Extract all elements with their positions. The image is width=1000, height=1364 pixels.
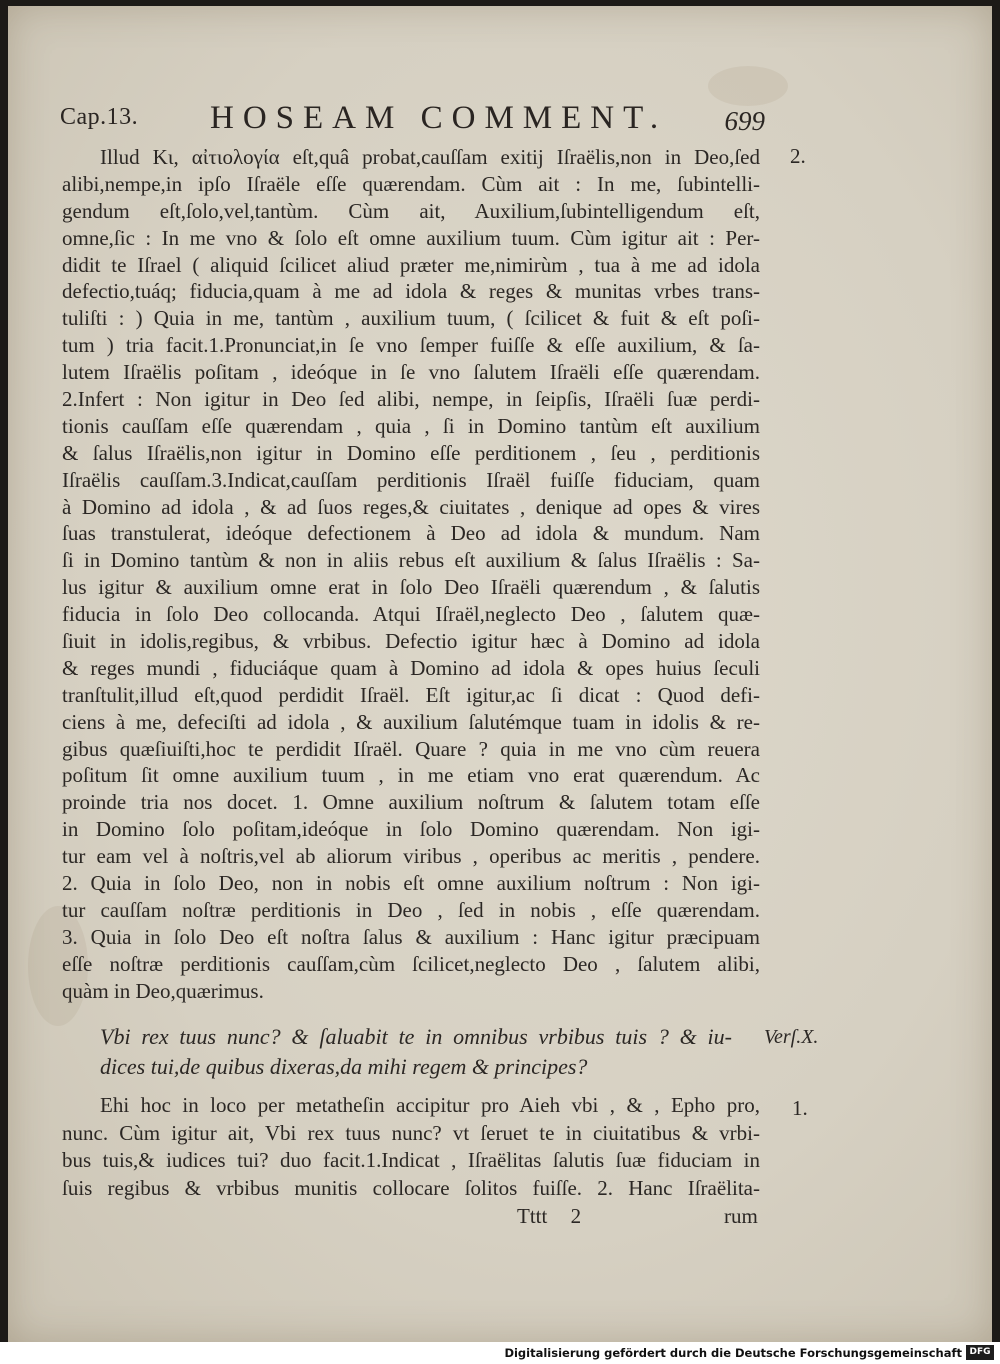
text-line: tuliſti : ) Quia in me, tantùm , auxilium tuum, ( ſcilicet & fuit & eſt poſi- — [62, 306, 760, 331]
text-line: Illud Κι, αἰτιολογία eſt,quâ probat,cauſſam exitij Iſraëlis,non in Deo,ſed — [100, 145, 760, 169]
text-line: gibus quæſiuiſti,hoc te perdidit Iſraël. Quare ? quia in me vno cùm reuera — [62, 736, 760, 761]
text-line: tum ) tria facit.1.Pronunciat,in ſe vno ſemper fuiſſe & eſſe auxilium, & ſa- — [62, 333, 760, 358]
text-line: ſuis regibus & vrbibus munitis collocare ſolitos fuiſſe. 2. Hanc Iſraëlita- — [62, 1175, 760, 1200]
text-line: bus tuis,& iudices tui? duo facit.1.Indicat , Iſraëlitas ſalutis ſuæ fiduciam in — [62, 1148, 760, 1172]
text-line: ſuas transtulerat, ideóque defectionem à Deo ad idola & mundum. Nam — [62, 521, 760, 546]
text-line: tranſtulit,illud eſt,quod perdidit Iſraël. Eſt igitur,ac ſi dicat : Quod defi- — [62, 682, 760, 707]
text-line: omne,ſic : In me vno & ſolo eſt omne auxilium tuum. Cùm igitur ait : Per- — [62, 225, 760, 250]
text-line: 2. Quia in ſolo Deo, non in nobis eſt omne auxilium noſtrum : Non igi- — [62, 871, 760, 896]
text-line: 3. Quia in ſolo Deo eſt noſtra ſalus & auxilium : Hanc igitur præcipuam — [62, 924, 760, 949]
text-line: tionis cauſſam eſſe quærendam , quia , ſi in Domino tantùm eſt auxilium — [62, 413, 760, 438]
page-number: 699 — [724, 106, 765, 136]
commentary-paragraph — [62, 1092, 760, 1202]
text-line: tur eam vel à noſtris,vel ab aliorum viribus , operibus ac meritis , pendere. — [62, 844, 760, 869]
running-header — [60, 100, 765, 140]
text-line: tur cauſſam noſtræ perditionis in Deo , ſed in nobis , eſſe quærendam. — [62, 897, 760, 922]
text-line: ſiuit in idolis,regibus, & vrbibus. Defectio igitur hæc à Domino ad idola — [62, 629, 760, 654]
chapter-label: Cap.13. — [60, 104, 139, 130]
text-line: didit te Iſrael ( aliquid ſcilicet aliud præter me,nimirùm , tua à me ad idola — [62, 252, 760, 277]
running-title: HOSEAM COMMENT. — [210, 100, 668, 136]
dfg-logo: DFG — [966, 1345, 994, 1360]
text-line: à Domino ad idola , & ad ſuos reges,& ciuitates , denique ad opes & vires — [62, 494, 760, 519]
verse-marker: Verſ.X. — [764, 1026, 819, 1048]
text-line: proinde tria nos docet. 1. Omne auxilium noſtrum & ſalutem totam eſſe — [62, 790, 760, 815]
text-line: 2.Infert : Non igitur in Deo ſed alibi, nempe, in ſeipſis, Iſraëli ſuæ perdi- — [62, 387, 760, 412]
commentary-paragraph — [62, 144, 760, 1005]
catchword: rum — [724, 1204, 758, 1228]
margin-note: 2. — [790, 144, 806, 168]
margin-note: 1. — [792, 1096, 808, 1120]
text-line: defectio,tuáq; fiducia,quam à me ad idola & reges & munitas vrbes trans- — [62, 279, 760, 304]
text-line: poſitum ſit omne auxilium tuum , in me etiam vno erat quærendum. Ac — [62, 763, 760, 788]
paper-stain — [708, 66, 788, 106]
text-line: Ehi hoc in loco per metatheſin accipitur pro Aieh vbi , & , Epho pro, — [100, 1093, 760, 1117]
text-line: ſi in Domino tantùm & non in aliis rebus eſt auxilium & ſalus Iſraëlis : Sa- — [62, 548, 760, 573]
text-line: in Domino ſolo poſitam,ideóque in ſolo Domino quærendam. Non igi- — [62, 817, 760, 842]
text-line: lutem Iſraëlis poſitam , ideóque in ſe vno ſalutem Iſraëli eſſe quærendam. — [62, 360, 760, 385]
text-line: quàm in Deo,quærimus. — [62, 978, 264, 1003]
verse-line: dices tui,de quibus dixeras,da mihi regem & principes? — [100, 1054, 588, 1079]
funding-credit: Digitalisierung gefördert durch die Deutsche Forschungsgemeinschaft — [504, 1346, 962, 1360]
text-line: nunc. Cùm igitur ait, Vbi rex tuus nunc? vt ſeruet te in ciuitatibus & vrbi- — [62, 1120, 760, 1145]
text-line: Iſraëlis cauſſam.3.Indicat,cauſſam perditionis Iſraël fuiſſe fiduciam, quam — [62, 467, 760, 492]
verse-line: Vbi rex tuus nunc? & ſaluabit te in omnibus vrbibus tuis ? & iu- — [100, 1024, 732, 1049]
text-line: fiducia in ſolo Deo collocanda. Atqui Iſraël,neglecto Deo , ſalutem quæ- — [62, 602, 760, 627]
footer-bar — [0, 1342, 1000, 1364]
scripture-verse — [100, 1022, 732, 1082]
signature-mark: Tttt 2 — [517, 1204, 582, 1228]
text-line: ciens à me, defeciſti ad idola , & auxilium ſalutémque tuam in idolis & re- — [62, 709, 760, 734]
text-line: & ſalus Iſraëlis,non igitur in Domino eſſe perditionem , ſeu , perditionis — [62, 440, 760, 465]
text-line: alibi,nempe,in ipſo Iſraële eſſe quærendam. Cùm ait : In me, ſubintelli- — [62, 171, 760, 196]
text-line: & reges mundi , fiduciáque quam à Domino ad idola & opes huius ſeculi — [62, 655, 760, 680]
text-line: lus igitur & auxilium omne erat in ſolo Deo Iſraëli quærendum , & ſalutis — [62, 575, 760, 600]
text-line: gendum eſt,ſolo,vel,tantùm. Cùm ait, Auxilium,ſubintelligendum eſt, — [62, 198, 760, 223]
text-line: eſſe noſtræ perditionis cauſſam,cùm ſcilicet,neglecto Deo , ſalutem alibi, — [62, 951, 760, 976]
